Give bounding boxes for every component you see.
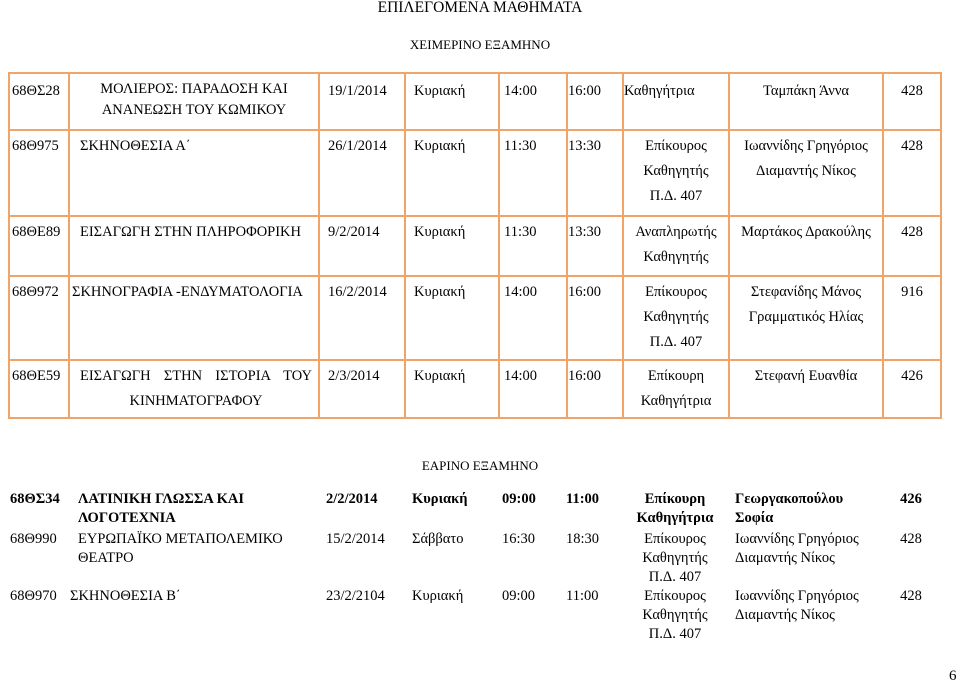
instructor-rank: Επίκουρη (647, 368, 705, 384)
instructor-name: Ταμπάκη Άννα (763, 83, 849, 99)
course-title: ΣΚΗΝΟΘΕΣΙΑ Α΄ (80, 138, 191, 154)
table-row (9, 216, 941, 276)
instructor-name: Στεφανίδης Μάνος (750, 284, 862, 300)
course-code: 68Θ970 (10, 588, 57, 604)
exam-day: Κυριακή (414, 284, 466, 300)
instructor-name: Σοφία (735, 510, 774, 526)
instructor-name: Γεωργακοπούλου (735, 491, 844, 507)
exam-day: Κυριακή (414, 83, 466, 99)
instructor-rank: Καθηγήτρια (624, 83, 695, 99)
table-row (9, 360, 941, 418)
exam-date: 2/3/2014 (328, 368, 380, 384)
instructor-rank: Π.Δ. 407 (648, 569, 702, 585)
spring-courses-table (8, 490, 940, 644)
end-time: 16:00 (568, 284, 602, 300)
room: 428 (901, 138, 923, 154)
start-time: 16:30 (502, 531, 536, 547)
course-title: ΣΚΗΝΟΘΕΣΙΑ Β΄ (70, 588, 181, 604)
table-row (9, 73, 941, 130)
exam-day: Κυριακή (412, 491, 468, 507)
room: 428 (900, 588, 922, 604)
instructor-rank: Καθηγήτρια (640, 393, 712, 409)
exam-date: 15/2/2014 (326, 531, 385, 547)
instructor-rank: Καθηγητής (642, 607, 708, 623)
course-title: ΣΚΗΝΟΓΡΑΦΙΑ -ΕΝΔΥΜΑΤΟΛΟΓΙΑ (72, 284, 303, 300)
course-title: ΕΙΣΑΓΩΓΗ ΣΤΗΝ ΠΛΗΡΟΦΟΡΙΚΗ (80, 224, 301, 240)
course-title: ΜΟΛΙΕΡΟΣ: ΠΑΡΑΔΟΣΗ ΚΑΙ (100, 81, 288, 97)
table-row (8, 587, 940, 644)
exam-day: Κυριακή (414, 368, 466, 384)
room: 426 (900, 491, 922, 507)
course-code: 68Θ975 (12, 138, 59, 154)
start-time: 11:30 (504, 224, 537, 240)
instructor-name: Ιωαννίδης Γρηγόριος (744, 138, 868, 154)
instructor-rank: Π.Δ. 407 (649, 188, 703, 204)
instructor-rank: Επίκουρος (644, 588, 706, 604)
course-code: 68Θ990 (10, 531, 57, 547)
room: 428 (900, 531, 922, 547)
table-row (8, 530, 940, 587)
start-time: 14:00 (504, 368, 538, 384)
end-time: 13:30 (568, 138, 602, 154)
page-title: ΕΠΙΛΕΓΟΜΕΝΑ ΜΑΘΗΜΑΤΑ (377, 0, 583, 16)
winter-courses-table (8, 72, 942, 419)
spring-semester-heading: ΕΑΡΙΝΟ ΕΞΑΜΗΝΟ (421, 458, 539, 473)
course-title: ΚΙΝΗΜΑΤΟΓΡΑΦΟΥ (129, 393, 263, 409)
start-time: 14:00 (504, 284, 538, 300)
instructor-name: Γραμματικός Ηλίας (748, 309, 864, 325)
exam-day: Κυριακή (414, 138, 466, 154)
exam-day: Κυριακή (414, 224, 466, 240)
end-time: 18:30 (566, 531, 600, 547)
end-time: 13:30 (568, 224, 602, 240)
start-time: 14:00 (504, 83, 538, 99)
table-row (9, 276, 941, 360)
instructor-rank: Αναπληρωτής (635, 224, 717, 240)
end-time: 16:00 (568, 368, 602, 384)
instructor-rank: Επίκουρος (645, 138, 707, 154)
course-title: ΛΟΓΟΤΕΧΝΙΑ (78, 510, 176, 526)
page-number: 6 (949, 668, 957, 684)
instructor-name: Στεφανή Ευανθία (754, 368, 858, 384)
room: 428 (901, 224, 923, 240)
table-row (8, 490, 940, 530)
exam-date: 9/2/2014 (328, 224, 380, 240)
instructor-rank: Καθηγητής (643, 163, 709, 179)
end-time: 11:00 (566, 588, 599, 604)
room: 916 (901, 284, 923, 300)
instructor-name: Διαμαντής Νίκος (735, 550, 835, 566)
winter-semester-heading: ΧΕΙΜΕΡΙΝΟ ΕΞΑΜΗΝΟ (409, 37, 551, 52)
course-code: 68Θ972 (12, 284, 59, 300)
course-title: ΘΕΑΤΡΟ (78, 550, 134, 566)
exam-date: 23/2/2104 (326, 588, 385, 604)
course-title: ΛΑΤΙΝΙΚΗ ΓΛΩΣΣΑ ΚΑΙ (78, 491, 245, 507)
instructor-name: Διαμαντής Νίκος (735, 607, 835, 623)
instructor-rank: Καθηγήτρια (636, 510, 714, 526)
exam-day: Κυριακή (412, 588, 464, 604)
room: 428 (901, 83, 923, 99)
start-time: 11:30 (504, 138, 537, 154)
instructor-rank: Καθηγητής (643, 249, 709, 265)
course-code: 68ΘΣ28 (12, 83, 60, 99)
course-code: 68ΘΕ59 (12, 368, 61, 384)
instructor-name: Μαρτάκος Δρακούλης (741, 224, 871, 240)
instructor-rank: Καθηγητής (642, 550, 708, 566)
course-title: ΕΙΣΑΓΩΓΗ ΣΤΗΝ ΙΣΤΟΡΙΑ ΤΟΥ (80, 368, 312, 384)
exam-date: 16/2/2014 (328, 284, 387, 300)
exam-date: 26/1/2014 (328, 138, 387, 154)
instructor-rank: Π.Δ. 407 (649, 334, 703, 350)
exam-date: 19/1/2014 (328, 83, 387, 99)
instructor-rank: Π.Δ. 407 (648, 626, 702, 642)
exam-date: 2/2/2014 (326, 491, 378, 507)
table-row (9, 130, 941, 216)
course-code: 68ΘΣ34 (10, 491, 60, 507)
start-time: 09:00 (502, 491, 536, 507)
instructor-rank: Επίκουρος (645, 284, 707, 300)
instructor-rank: Επίκουρη (644, 491, 706, 507)
start-time: 09:00 (502, 588, 536, 604)
instructor-rank: Καθηγητής (643, 309, 709, 325)
instructor-name: Ιωαννίδης Γρηγόριος (735, 588, 859, 604)
exam-day: Σάββατο (412, 531, 464, 547)
instructor-name: Ιωαννίδης Γρηγόριος (735, 531, 859, 547)
course-code: 68ΘΕ89 (12, 224, 61, 240)
instructor-name: Διαμαντής Νίκος (756, 163, 856, 179)
course-title: ΕΥΡΩΠΑΪΚΟ ΜΕΤΑΠΟΛΕΜΙΚΟ (78, 531, 283, 547)
end-time: 16:00 (568, 83, 602, 99)
end-time: 11:00 (566, 491, 600, 507)
room: 426 (901, 368, 923, 384)
instructor-rank: Επίκουρος (644, 531, 706, 547)
course-title: ΑΝΑΝΕΩΣΗ ΤΟΥ ΚΩΜΙΚΟΥ (101, 102, 287, 118)
